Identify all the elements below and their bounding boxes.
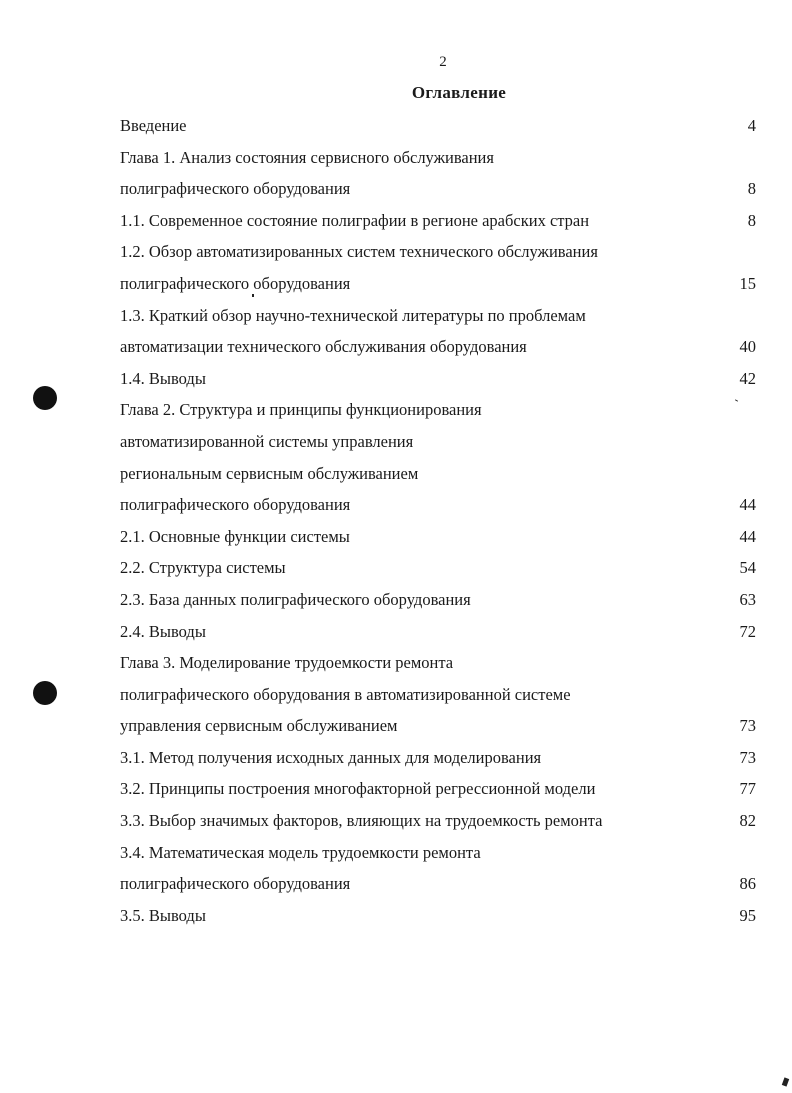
toc-entry-page-number: 44 — [739, 526, 756, 546]
toc-entry — [0, 773, 792, 805]
toc-entry-page-number: 73 — [739, 716, 756, 736]
scan-speck — [252, 294, 254, 297]
toc-entry-text: полиграфического оборудования — [120, 273, 351, 293]
toc-entry-page-number: 77 — [739, 779, 756, 799]
toc-entry-page-number: 15 — [739, 273, 756, 293]
toc-entry — [0, 458, 792, 490]
toc-entry-text: полиграфического оборудования — [120, 179, 351, 199]
toc-entry-text: 1.1. Современное состояние полиграфии в регионе арабских стран — [120, 210, 590, 230]
toc-entry — [0, 552, 792, 584]
toc-entry — [0, 742, 792, 774]
toc-entry-text: управления сервисным обслуживанием — [120, 716, 398, 736]
toc-entry — [0, 521, 792, 553]
toc-entry-page-number: 40 — [739, 337, 756, 357]
toc-entry-text: автоматизации технического обслуживания оборудования — [120, 337, 527, 357]
toc-entry-text: 2.1. Основные функции системы — [120, 526, 350, 546]
toc-entry-text: автоматизированной системы управления — [120, 431, 414, 451]
toc-entry-page-number: 42 — [739, 368, 756, 388]
toc-entry — [0, 868, 792, 900]
toc-entry-page-number: 4 — [747, 116, 756, 135]
toc-entry — [0, 584, 792, 616]
toc-entry-text: 3.4. Математическая модель трудоемкости ремонта — [120, 842, 481, 862]
punch-hole-bottom — [33, 681, 57, 705]
toc-entry-page-number: 82 — [739, 811, 756, 831]
toc-entry — [0, 331, 792, 363]
toc-entry — [0, 679, 792, 711]
table-of-contents — [0, 110, 792, 931]
toc-entry-text: Глава 2. Структура и принципы функционирования — [120, 400, 482, 420]
toc-entry — [0, 426, 792, 458]
toc-entry-text: региональным сервисным обслуживанием — [120, 463, 419, 483]
toc-entry — [0, 268, 792, 300]
toc-entry — [0, 394, 792, 426]
toc-entry-text: полиграфического оборудования — [120, 495, 351, 515]
toc-entry-page-number: 63 — [739, 589, 756, 609]
toc-entry — [0, 300, 792, 332]
toc-entry — [0, 900, 792, 932]
scan-corner-mark — [782, 1077, 789, 1086]
toc-entry — [0, 142, 792, 174]
toc-entry-page-number: 73 — [739, 747, 756, 767]
toc-entry-text: 1.2. Обзор автоматизированных систем технического обслуживания — [120, 242, 598, 262]
toc-entry — [0, 710, 792, 742]
toc-entry-page-number: 72 — [739, 621, 756, 641]
page-number: 2 — [439, 54, 447, 70]
toc-entry-text: 3.2. Принципы построения многофакторной регрессионной модели — [120, 779, 596, 799]
toc-entry-text: 3.1. Метод получения исходных данных для моделирования — [120, 747, 542, 767]
toc-entry-text: Введение — [120, 116, 187, 135]
toc-entry-text: 1.4. Выводы — [120, 368, 206, 388]
toc-entry — [0, 837, 792, 869]
toc-entry-text: 3.3. Выбор значимых факторов, влияющих на трудоемкость ремонта — [120, 811, 603, 831]
toc-entry-text: 3.5. Выводы — [120, 905, 206, 925]
toc-entry — [0, 236, 792, 268]
toc-entry-text: 1.3. Краткий обзор научно-технической литературы по проблемам — [120, 305, 586, 325]
toc-entry — [0, 205, 792, 237]
toc-entry-text: полиграфического оборудования — [120, 874, 351, 894]
toc-entry — [0, 173, 792, 205]
toc-entry — [0, 647, 792, 679]
toc-entry — [0, 363, 792, 395]
toc-entry — [0, 489, 792, 521]
punch-hole-top — [33, 386, 57, 410]
toc-entry-text: полиграфического оборудования в автоматизированной системе — [120, 684, 571, 704]
page-title: Оглавление — [411, 83, 507, 102]
toc-entry-text: 2.3. База данных полиграфического оборудования — [120, 589, 471, 609]
toc-entry-page-number: 54 — [739, 558, 756, 578]
toc-entry — [0, 110, 792, 142]
toc-entry — [0, 805, 792, 837]
toc-entry-page-number: 95 — [739, 905, 756, 925]
toc-entry-text: Глава 3. Моделирование трудоемкости ремонта — [120, 653, 454, 673]
toc-entry-text: 2.4. Выводы — [120, 621, 206, 641]
toc-entry-text: 2.2. Структура системы — [120, 558, 286, 578]
toc-entry-page-number: 44 — [739, 495, 756, 515]
toc-entry-page-number: 8 — [747, 179, 756, 199]
toc-entry-page-number: 86 — [739, 874, 756, 894]
toc-entry-page-number: 8 — [747, 210, 756, 230]
toc-entry-text: Глава 1. Анализ состояния сервисного обслуживания — [120, 147, 494, 167]
toc-entry — [0, 616, 792, 648]
